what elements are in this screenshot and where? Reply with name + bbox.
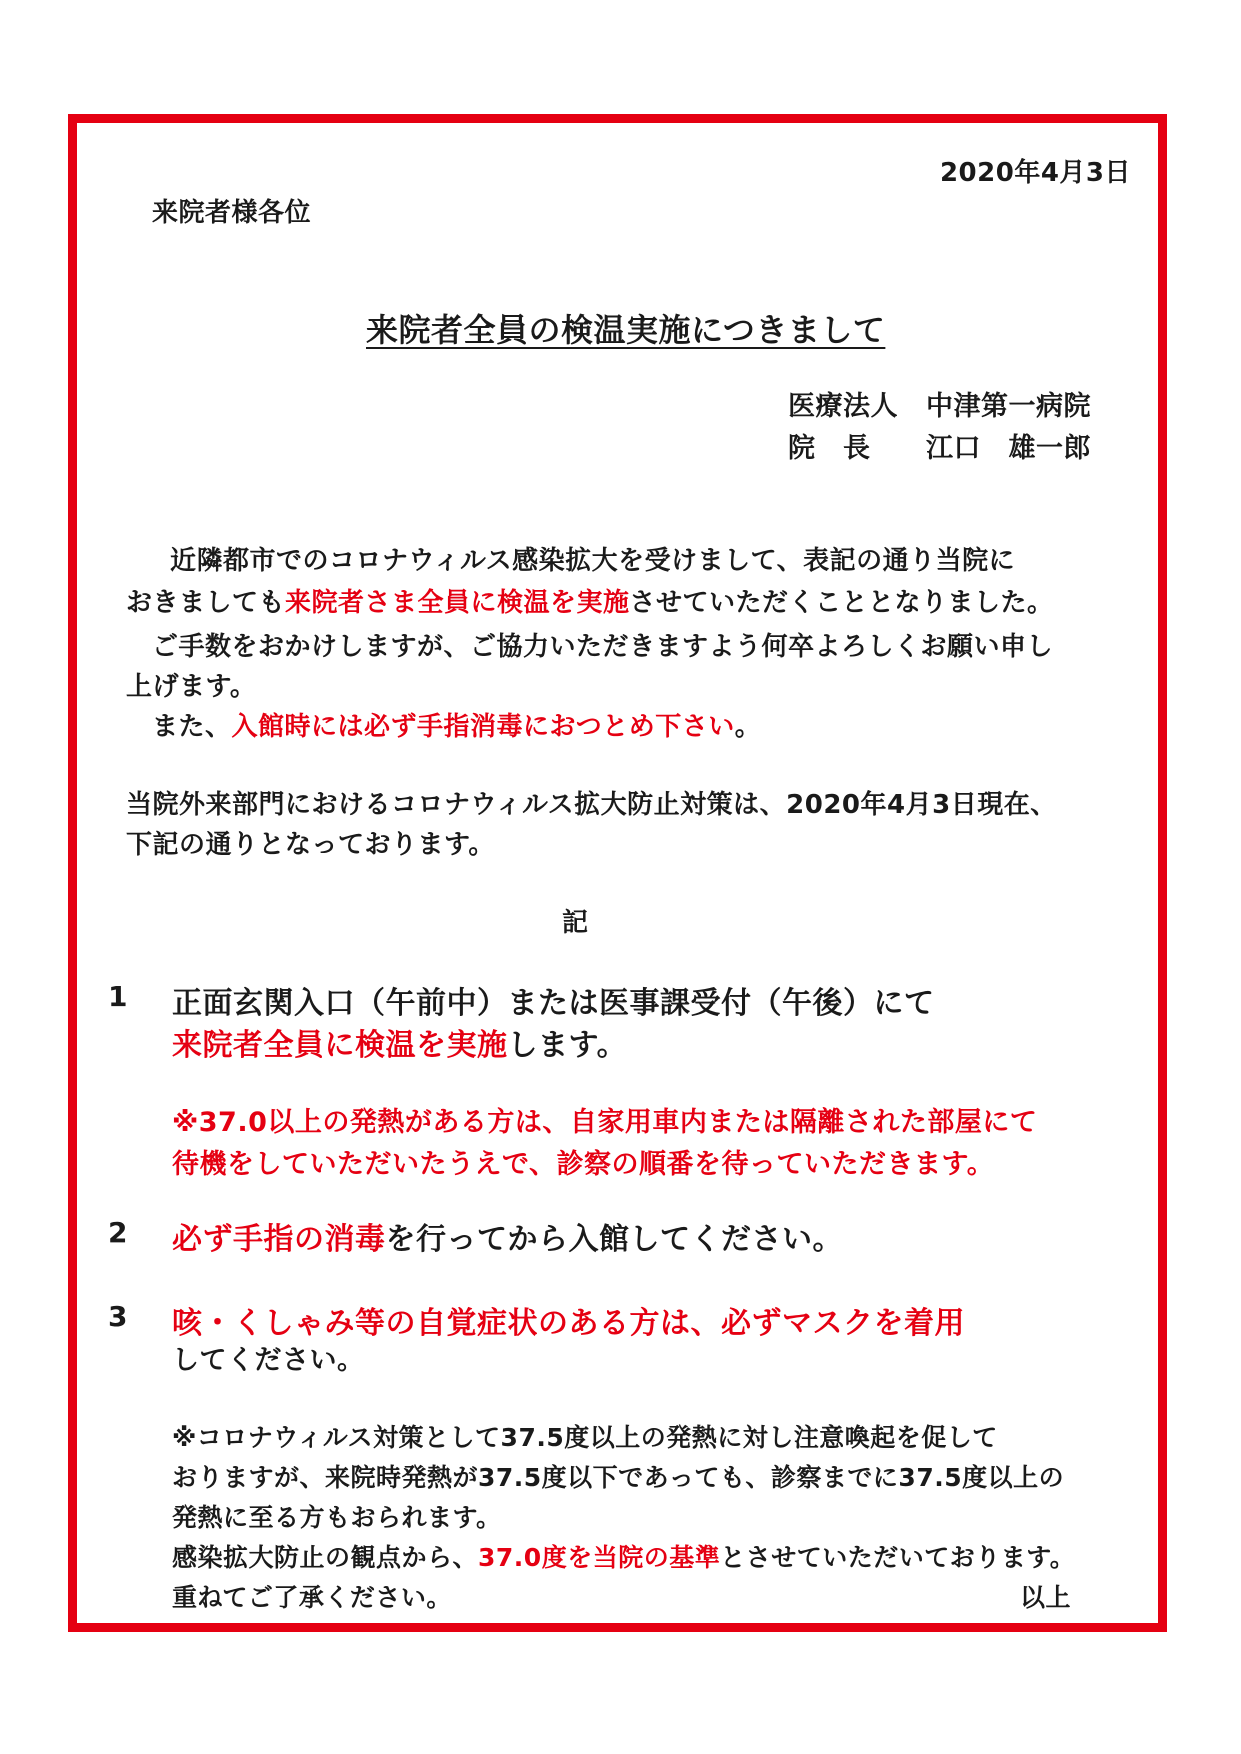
signature-org — [788, 384, 1091, 423]
body-line-5-highlight: 入館時には必ず手指消毒におつとめ下さい — [231, 712, 735, 742]
item-2-number: 2 — [108, 1216, 128, 1249]
body-line-2 — [126, 582, 1054, 619]
body-line-2-post: させていただくこととなりました。 — [629, 588, 1054, 618]
org-name: 中津第一病院 — [926, 391, 1091, 422]
item-1-note-1: ※37.0以上の発熱がある方は、自家用車内または隔離された部屋にて — [172, 1107, 1038, 1138]
item-2-line — [172, 1214, 843, 1258]
addressee: 来院者様各位 — [152, 198, 312, 228]
item-3-line-2: してください。 — [172, 1345, 365, 1376]
closing-ijo: 以上 — [1020, 1583, 1072, 1612]
item-1-line-1: 正面玄関入口（午前中）または医事課受付（午後）にて — [172, 986, 935, 1021]
item-3-note-5: 重ねてご了承ください。 — [172, 1583, 452, 1612]
item-3-note-1: ※コロナウィルス対策として37.5度以上の発熱に対し注意喚起を促して — [172, 1423, 998, 1452]
item-1-note-2: 待機をしていただいたうえで、診察の順番を待っていただきます。 — [172, 1149, 995, 1180]
document-title: 来院者全員の検温実施につきまして — [366, 311, 886, 349]
body-line-1: 近隣都市でのコロナウィルス感染拡大を受けまして、表記の通り当院に — [170, 546, 1016, 576]
body-line-6: 当院外来部門におけるコロナウィルス拡大防止対策は、2020年4月3日現在、 — [126, 790, 1057, 820]
item-2-highlight: 必ず手指の消毒 — [172, 1222, 386, 1257]
body-line-3: ご手数をおかけしますが、ご協力いただきますよう何卒よろしくお願い申し — [152, 632, 1054, 662]
item-1-highlight: 来院者全員に検温を実施 — [172, 1028, 508, 1063]
body-line-4: 上げます。 — [126, 672, 257, 702]
item-3-number: 3 — [108, 1300, 128, 1333]
body-line-7: 下記の通りとなっております。 — [126, 830, 495, 860]
item-3-note-4 — [172, 1538, 1075, 1574]
person-name: 江口 雄一郎 — [926, 433, 1091, 464]
body-line-2-pre: おきましても — [126, 588, 286, 618]
body-line-5 — [152, 706, 761, 743]
org-label: 医療法人 — [788, 391, 898, 422]
item-3-note-4-post: とさせていただいております。 — [720, 1543, 1076, 1572]
item-1-number: 1 — [108, 980, 128, 1013]
body-line-5-pre: また、 — [152, 712, 232, 742]
item-3-note-3: 発熱に至る方もおられます。 — [172, 1503, 502, 1532]
item-1-line-2-post: します。 — [507, 1028, 628, 1063]
body-line-5-post: 。 — [734, 712, 762, 742]
item-3-note-4-pre: 感染拡大防止の観点から、 — [172, 1543, 479, 1572]
role-label: 院 長 — [788, 433, 871, 464]
item-3-note-4-highlight: 37.0度を当院の基準 — [478, 1543, 721, 1572]
item-2-post: を行ってから入館してください。 — [385, 1222, 843, 1257]
document-date: 2020年4月3日 — [939, 158, 1131, 188]
item-1-line-2 — [172, 1020, 627, 1064]
signature-person — [788, 426, 1091, 465]
item-3-line-1: 咳・くしゃみ等の自覚症状のある方は、必ずマスクを着用 — [172, 1306, 965, 1341]
ki-heading: 記 — [562, 908, 589, 938]
item-3-note-2: おりますが、来院時発熱が37.5度以下であっても、診察までに37.5度以上の — [172, 1463, 1065, 1492]
body-line-2-highlight: 来院者さま全員に検温を実施 — [285, 588, 630, 618]
